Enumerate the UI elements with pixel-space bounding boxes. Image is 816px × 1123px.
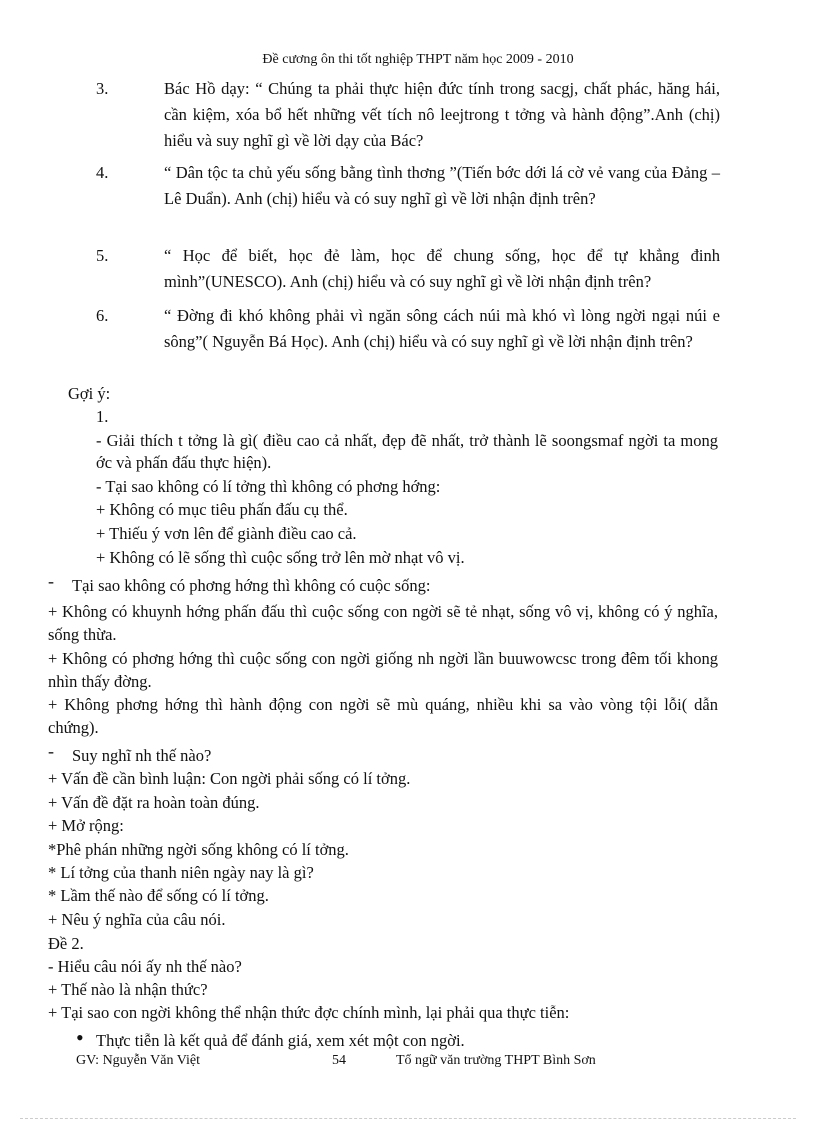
dash-bullet: -: [48, 571, 54, 591]
paragraph: + Không có lẽ sống thì cuộc sống trở lên mờ nhạt vô vị.: [96, 548, 465, 567]
footer-teacher: GV: Nguyễn Văn Việt: [76, 1053, 200, 1068]
dash-bullet: -: [48, 741, 54, 761]
footer-page-number: 54: [332, 1053, 346, 1068]
paragraph: + Mở rộng:: [48, 816, 124, 835]
paragraph: - Tại sao không có lí tởng thì không có phơng hớng:: [96, 477, 441, 496]
paragraph: + Không có mục tiêu phấn đấu cụ thể.: [96, 500, 348, 519]
page-edge-divider: [20, 1118, 796, 1119]
paragraph: * Lầm thế nào để sống có lí tởng.: [48, 886, 269, 905]
footer-school: Tổ ngữ văn trường THPT Bình Sơn: [396, 1053, 596, 1068]
paragraph: + Thiếu ý vơn lên để giành điều cao cả.: [96, 524, 357, 543]
paragraph: Tại sao không có phơng hớng thì không có cuộc sống:: [72, 576, 431, 595]
paragraph: + Không có phơng hớng thì cuộc sống con ngời giống nh ngời lần buuwowcsc trong đêm tối khong nhìn thấy đờng.: [48, 649, 718, 691]
bullet-dot: •: [76, 1025, 84, 1050]
paragraph: Suy nghĩ nh thế nào?: [72, 746, 212, 765]
question-number: 5.: [96, 246, 109, 265]
paragraph: * Lí tởng của thanh niên ngày nay là gì?: [48, 863, 314, 882]
paragraph: *Phê phán những ngời sống không có lí tởng.: [48, 840, 349, 859]
paragraph: + Không phơng hớng thì hành động con ngời sẽ mù quáng, nhiều khi sa vào vòng tội lỗi( dẫn chứng).: [48, 695, 718, 737]
paragraph: + Vấn đề đặt ra hoàn toàn đúng.: [48, 793, 260, 812]
question-number: 4.: [96, 163, 109, 182]
paragraph: + Vấn đề cần bình luận: Con ngời phải sống có lí tởng.: [48, 769, 411, 788]
paragraph: + Không có khuynh hớng phấn đấu thì cuộc sống con ngời sẽ tẻ nhạt, sống vô vị, không có ý nghĩa, sống thừa.: [48, 602, 718, 644]
question-text: “ Đờng đi khó không phải vì ngăn sông cách núi mà khó vì lòng ngời ngại núi e sông”( Nguyễn Bá Học). Anh (chị) hiểu và có suy nghĩ gì về lời nhận định trên?: [164, 306, 720, 351]
hint-heading: Gợi ý:: [68, 384, 111, 403]
paragraph: + Tại sao con ngời không thể nhận thức đợc chính mình, lại phải qua thực tiễn:: [48, 1003, 570, 1022]
section-heading: Đề 2.: [48, 934, 84, 953]
paragraph: - Hiểu câu nói ấy nh thế nào?: [48, 957, 242, 976]
paragraph: - Giải thích t tởng là gì( điều cao cả nhất, đẹp đẽ nhất, trở thành lẽ soongsmaf ngời ta mong ớc và phấn đấu thực hiện).: [96, 431, 718, 472]
paragraph: Thực tiễn là kết quả để đánh giá, xem xét một con ngời.: [96, 1031, 465, 1050]
hint-number: 1.: [96, 407, 109, 426]
question-text: “ Dân tộc ta chủ yếu sống bằng tình thơng ”(Tiến bớc dới lá cờ vẻ vang của Đảng – Lê Duẩn). Anh (chị) hiểu và có suy nghĩ gì về lời nhận định trên?: [164, 163, 720, 208]
page-header: Đề cương ôn thi tốt nghiệp THPT năm học 2009 - 2010: [262, 52, 574, 67]
question-number: 3.: [96, 79, 109, 98]
question-number: 6.: [96, 306, 109, 325]
question-text: Bác Hồ dạy: “ Chúng ta phải thực hiện đức tính trong sacgj, chất phác, hăng hái, cần kiệm, xóa bổ hết những vết tích nô leejtrong t tởng và hành động”.Anh (chị) hiểu và suy nghĩ gì về lời dạy của Bác?: [164, 79, 720, 150]
question-text: “ Học để biết, học đẻ làm, học để chung sống, học để tự khẳng đinh mình”(UNESCO). Anh (chị) hiểu và có suy nghĩ gì về lời nhận định trên?: [164, 246, 720, 291]
paragraph: + Thế nào là nhận thức?: [48, 980, 208, 999]
paragraph: + Nêu ý nghĩa của câu nói.: [48, 910, 226, 929]
